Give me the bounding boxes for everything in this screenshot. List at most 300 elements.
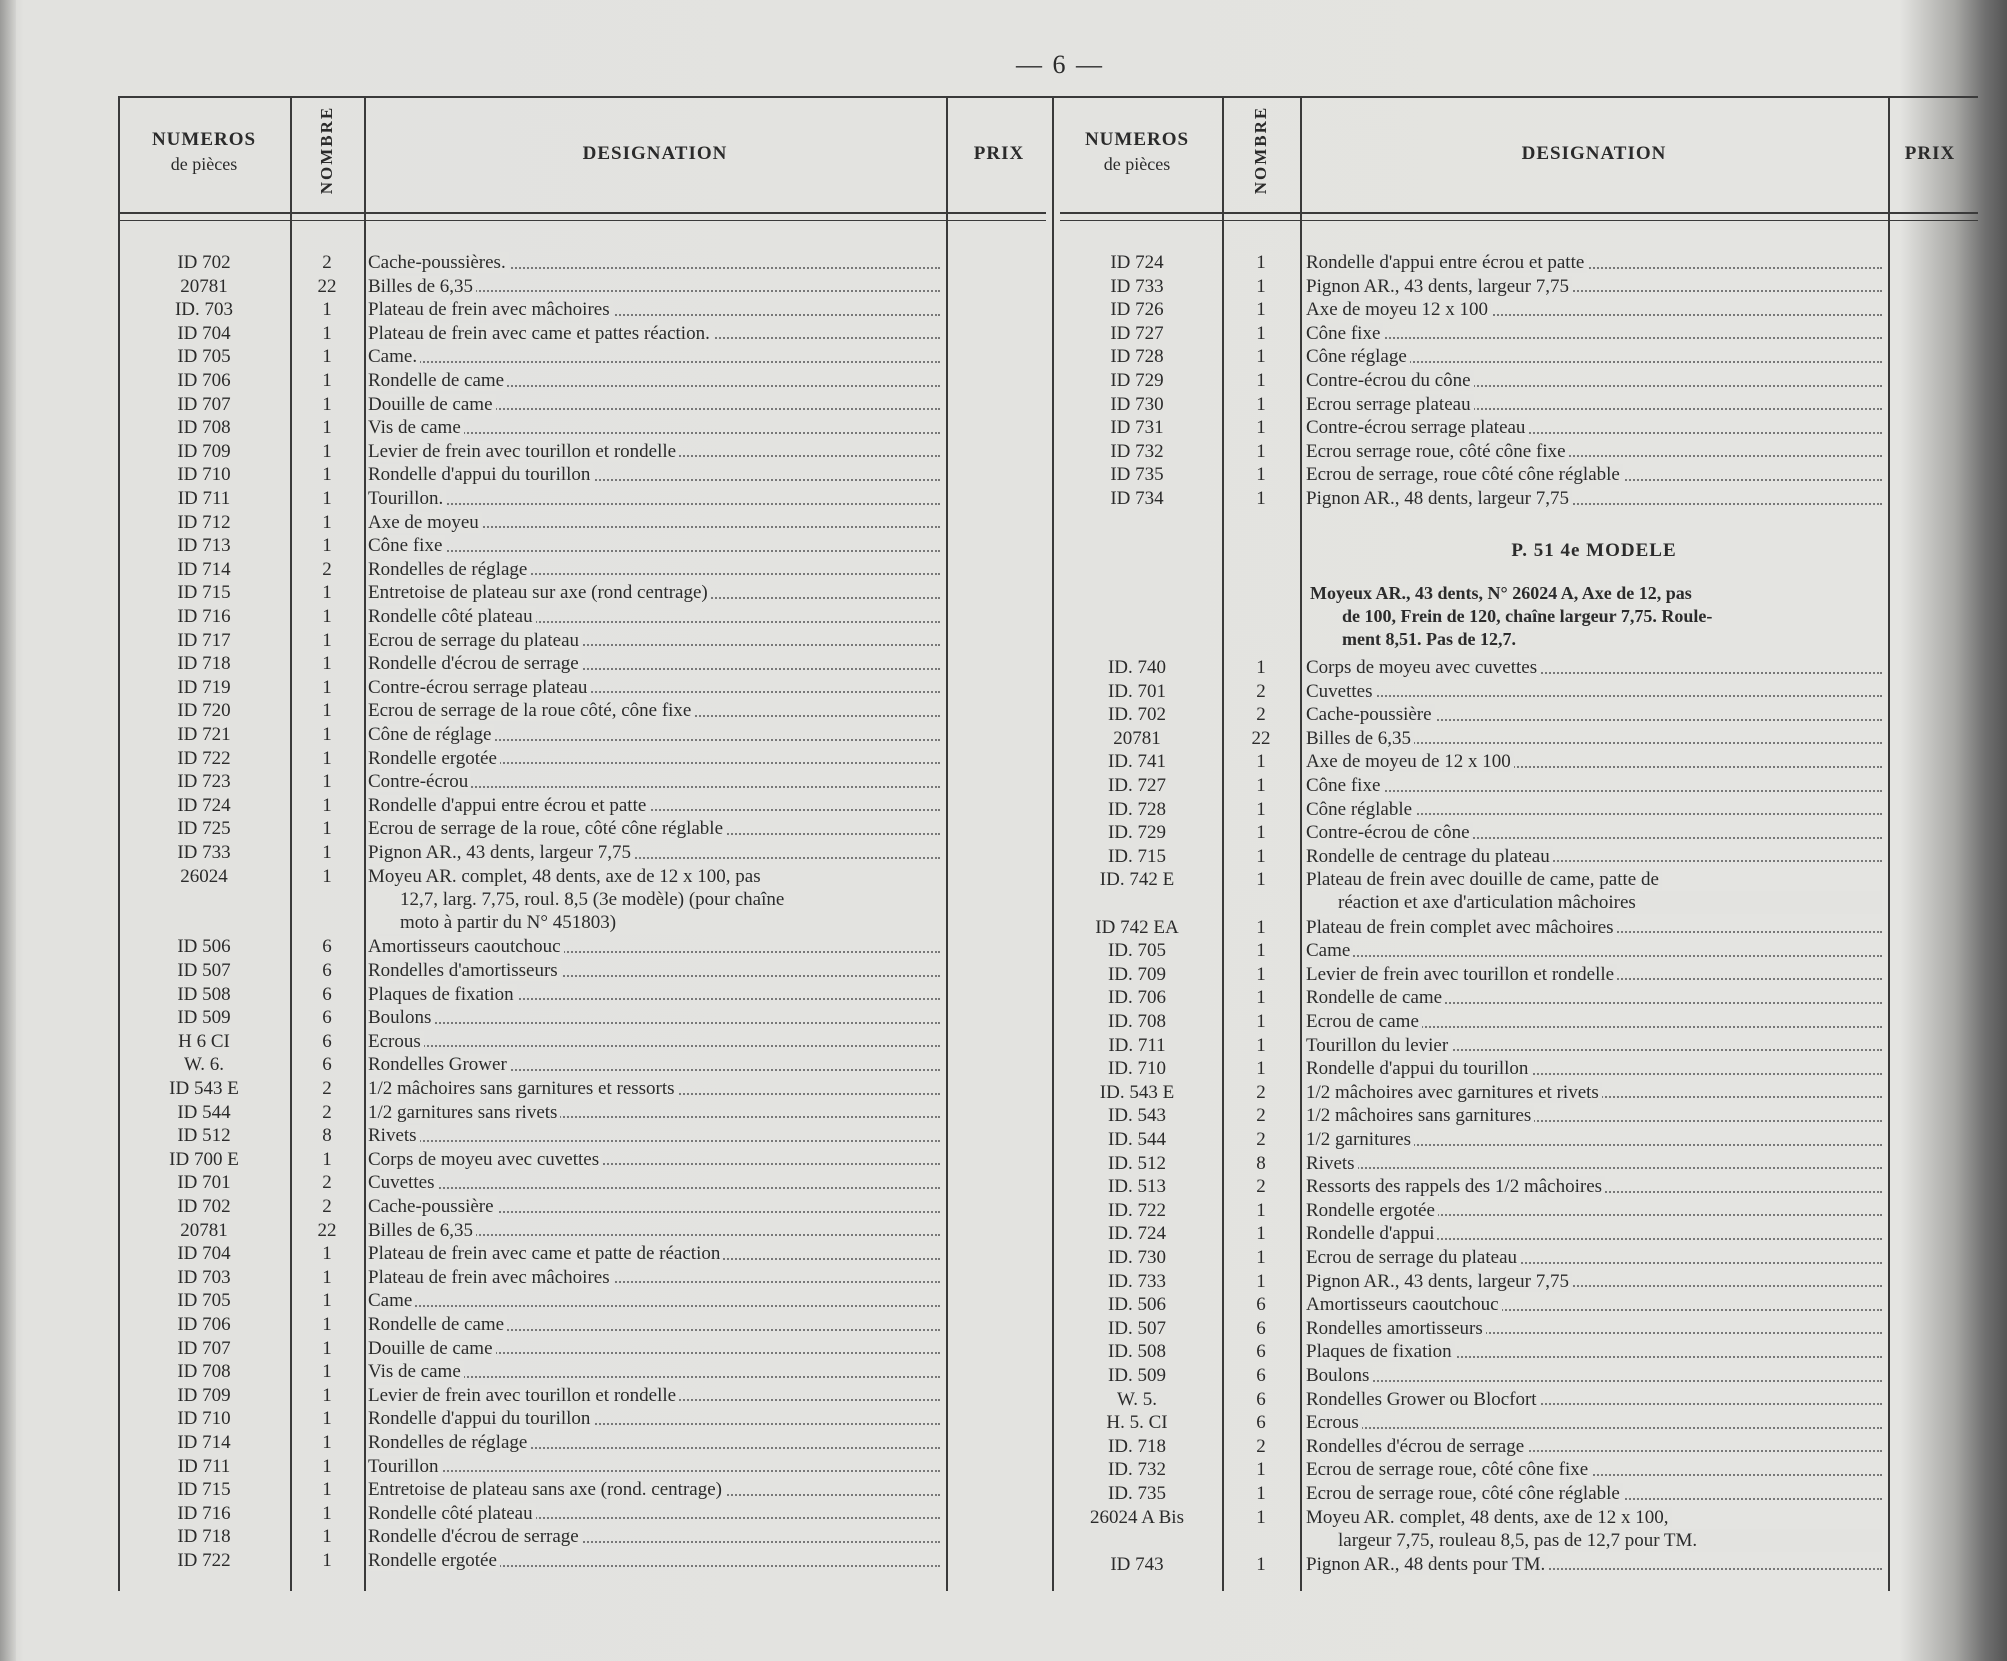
designation-line: Rondelle d'appui du tourillon: [368, 464, 593, 485]
table-row: [0, 1270, 2007, 1294]
part-number: ID. 706: [1107, 987, 1167, 1009]
part-number: ID. 715: [1107, 845, 1167, 867]
part-quantity: 1: [1256, 1459, 1266, 1481]
part-number: ID 706: [177, 1314, 231, 1335]
table-row: [0, 345, 2007, 369]
part-number: 26024 A Bis: [1090, 1506, 1184, 1528]
table-row: [0, 1246, 2007, 1270]
table-row: [0, 1152, 2007, 1176]
part-number: ID. 508: [1107, 1341, 1167, 1363]
part-number: ID 543 E: [169, 1078, 239, 1099]
designation-line: Amortisseurs caoutchouc: [1306, 1294, 1502, 1315]
header-second-rule-left: [118, 220, 1046, 221]
part-designation: [1306, 1010, 1882, 1034]
part-designation: [1306, 774, 1882, 798]
part-quantity: 1: [322, 1290, 332, 1312]
designation-line: Cône réglage: [1306, 346, 1410, 367]
part-number: ID 733: [177, 842, 231, 863]
part-quantity: 1: [322, 1314, 332, 1335]
part-number: ID 711: [177, 488, 231, 509]
designation-line: Boulons: [368, 1007, 434, 1028]
designation-line: Rivets: [368, 1125, 420, 1146]
part-quantity: 1: [322, 818, 332, 840]
part-quantity: 6: [322, 1030, 332, 1052]
part-number: ID. 740: [1107, 657, 1167, 678]
designation-line: Entretoise de plateau sans axe (rond. centrage): [368, 1479, 725, 1500]
part-quantity: 1: [322, 440, 332, 462]
part-quantity: 6: [1256, 1412, 1266, 1434]
part-quantity: 2: [1256, 680, 1266, 702]
part-number: ID 702: [177, 252, 231, 273]
table-top-rule: [118, 96, 1978, 98]
table-row: [0, 798, 2007, 822]
part-quantity: 2: [1256, 1176, 1266, 1198]
part-quantity: 1: [1256, 488, 1266, 509]
designation-line: Rondelle d'appui entre écrou et patte: [1306, 252, 1587, 273]
part-number: ID 729: [1110, 370, 1164, 391]
designation-line: Corps de moyeu avec cuvettes: [368, 1149, 602, 1170]
part-designation: [1306, 1458, 1882, 1482]
part-designation: [1306, 1175, 1882, 1199]
part-quantity: 1: [322, 842, 332, 863]
part-number: ID 743: [1110, 1553, 1164, 1575]
table-row: [0, 1411, 2007, 1435]
part-quantity: 6: [1256, 1317, 1266, 1339]
part-designation: [1306, 1482, 1882, 1506]
designation-line: Contre-écrou de cône: [1306, 822, 1473, 843]
part-quantity: 1: [1256, 963, 1266, 985]
part-number: ID 713: [177, 535, 231, 557]
part-designation: [368, 558, 940, 582]
designation-line: Cône fixe: [1306, 323, 1383, 344]
section-description: Moyeux AR., 43 dents, N° 26024 A, Axe de 12, pas de 100, Frein de 120, chaîne largeur 7,75. Roule- ment 8,51. Pas de 12,7.: [1310, 583, 1713, 649]
designation-line: Ecrou de serrage de la roue côté, cône fixe: [368, 700, 694, 721]
part-number: ID. 729: [1107, 822, 1167, 844]
part-number: ID. 703: [174, 299, 234, 321]
part-number: ID 725: [177, 818, 231, 840]
leader-dots: [1306, 1167, 1882, 1169]
part-quantity: 1: [1256, 417, 1266, 439]
part-quantity: 1: [1256, 1011, 1266, 1032]
part-number: ID. 735: [1107, 1483, 1167, 1504]
header-designation-left: DESIGNATION: [582, 143, 728, 164]
table-row: [0, 1081, 2007, 1105]
header-prix-right: PRIX: [1904, 143, 1956, 164]
designation-line: Cuvettes: [368, 1172, 438, 1193]
designation-line: Tourillon du levier: [1306, 1035, 1451, 1056]
designation-line: Rondelle côté plateau: [368, 1503, 536, 1524]
part-quantity: 8: [322, 1125, 332, 1147]
part-designation: [1306, 1364, 1882, 1388]
designation-continuation: largeur 7,75, rouleau 8,5, pas de 12,7 pour TM.: [1306, 1529, 1882, 1552]
designation-line: Tourillon: [368, 1456, 441, 1477]
part-number: H. 5. CI: [1106, 1412, 1168, 1434]
part-quantity: 1: [322, 676, 332, 698]
designation-line: Axe de moyeu 12 x 100: [1306, 299, 1491, 320]
part-quantity: 1: [322, 653, 332, 675]
part-number: ID 721: [177, 724, 231, 745]
table-row: [0, 916, 2007, 940]
header-prix-left: PRIX: [973, 143, 1025, 164]
part-quantity: 1: [322, 1550, 332, 1571]
part-quantity: 1: [322, 771, 332, 793]
part-quantity: 1: [322, 865, 332, 887]
part-number: W. 5.: [1117, 1388, 1157, 1410]
part-number: ID. 701: [1107, 680, 1167, 702]
table-row: [0, 1010, 2007, 1034]
designation-line: Ecrou de serrage de la roue, côté cône réglable: [368, 818, 726, 839]
part-number: ID. 544: [1107, 1129, 1167, 1150]
part-number: ID 506: [177, 936, 231, 958]
part-quantity: 1: [322, 582, 332, 604]
part-quantity: 1: [1256, 657, 1266, 678]
part-designation: [368, 534, 940, 558]
designation-line: Douille de came: [368, 1338, 496, 1359]
table-row: [0, 986, 2007, 1010]
leader-dots: [368, 550, 940, 552]
section-title: P. 51 4e MODELE: [1511, 540, 1677, 561]
part-designation: [1306, 1222, 1882, 1246]
part-designation: [1306, 369, 1882, 393]
part-designation: [1306, 275, 1882, 299]
leader-dots: [1306, 790, 1882, 792]
designation-line: Rondelle d'appui du tourillon: [1306, 1058, 1531, 1079]
table-row: [0, 322, 2007, 346]
part-quantity: 2: [322, 1078, 332, 1099]
part-designation: [1306, 393, 1882, 417]
part-quantity: 1: [322, 417, 332, 439]
header-bottom-rule-right: [1060, 212, 1978, 214]
part-quantity: 1: [322, 1148, 332, 1170]
part-number: ID 732: [1110, 440, 1164, 462]
part-quantity: 1: [1256, 1199, 1266, 1221]
header-designation-right: DESIGNATION: [1521, 143, 1667, 164]
part-number: ID. 705: [1107, 940, 1167, 962]
table-row: [0, 487, 2007, 511]
part-quantity: 1: [1256, 916, 1266, 938]
table-row: [0, 1034, 2007, 1058]
part-number: ID. 543 E: [1099, 1081, 1175, 1103]
designation-line: Came.: [368, 346, 420, 367]
part-designation: [368, 605, 940, 629]
part-quantity: 1: [322, 488, 332, 509]
part-quantity: 1: [1256, 370, 1266, 391]
part-number: ID. 506: [1107, 1294, 1167, 1316]
part-designation: [1306, 1553, 1882, 1577]
part-designation: [1306, 1199, 1882, 1223]
designation-line: Rondelle ergotée: [368, 748, 500, 769]
designation-line: Ecrou de serrage, roue côté cône réglable: [1306, 464, 1623, 485]
part-number: ID 509: [177, 1007, 231, 1029]
part-quantity: 2: [322, 558, 332, 580]
designation-line: Levier de frein avec tourillon et rondelle: [1306, 964, 1617, 985]
part-number: ID 712: [177, 511, 231, 533]
part-number: ID 705: [177, 346, 231, 368]
designation-line: Came: [368, 1290, 415, 1311]
part-number: ID 544: [177, 1101, 231, 1123]
part-quantity: 1: [322, 1384, 332, 1406]
designation-line: Corps de moyeu avec cuvettes: [1306, 657, 1540, 678]
part-designation: [1306, 821, 1882, 845]
designation-line: Plaques de fixation: [368, 984, 517, 1005]
designation-line: Pignon AR., 43 dents, largeur 7,75: [1306, 1271, 1572, 1292]
part-designation: [1306, 463, 1882, 487]
part-designation: [1306, 1411, 1882, 1435]
part-quantity: 2: [1256, 1435, 1266, 1457]
part-quantity: 2: [322, 1101, 332, 1123]
part-number: ID 722: [177, 1550, 231, 1571]
part-designation: [1306, 1435, 1882, 1459]
part-quantity: 1: [1256, 299, 1266, 321]
part-quantity: 1: [1256, 393, 1266, 415]
part-number: ID 508: [177, 983, 231, 1005]
leader-dots: [1306, 955, 1882, 957]
table-row: [0, 1128, 2007, 1152]
part-designation: [1306, 1034, 1882, 1058]
part-designation: [1306, 1340, 1882, 1364]
leader-dots: [1306, 695, 1882, 697]
table-row: [0, 1458, 2007, 1482]
part-quantity: 22: [1251, 727, 1271, 749]
part-quantity: 1: [1256, 1553, 1266, 1575]
part-quantity: 6: [1256, 1294, 1266, 1316]
table-row: [0, 511, 2007, 535]
part-quantity: 1: [1256, 869, 1266, 891]
designation-line: Rondelle d'écrou de serrage: [368, 653, 582, 674]
designation-line: 1/2 mâchoires avec garnitures et rivets: [1306, 1082, 1602, 1103]
designation-line: Plateau de frein avec came et patte de réaction: [368, 1243, 723, 1264]
part-quantity: 1: [322, 464, 332, 486]
part-designation: [1306, 939, 1882, 963]
part-number: ID 706: [177, 370, 231, 391]
part-designation: [1306, 1317, 1882, 1341]
part-quantity: 1: [322, 1455, 332, 1477]
part-number: ID 724: [177, 794, 231, 816]
part-number: ID 731: [1110, 417, 1164, 439]
part-designation: [1306, 1152, 1882, 1176]
part-quantity: 1: [322, 1266, 332, 1288]
part-number: ID. 733: [1107, 1270, 1167, 1292]
part-number: ID 507: [177, 960, 231, 981]
part-quantity: 1: [322, 629, 332, 651]
designation-line: Amortisseurs caoutchouc: [368, 936, 564, 957]
part-designation: [1306, 1057, 1882, 1081]
part-quantity: 1: [1256, 845, 1266, 867]
designation-line: Rondelles de réglage: [368, 1432, 530, 1453]
part-number: ID. 742 E: [1099, 869, 1175, 891]
designation-line: Ecrou serrage roue, côté cône fixe: [1306, 441, 1569, 462]
part-quantity: 1: [1256, 1058, 1266, 1080]
designation-line: 1/2 garnitures: [1306, 1129, 1414, 1150]
part-number: 20781: [180, 1219, 228, 1241]
table-row: [0, 1175, 2007, 1199]
header-second-rule-right: [1060, 220, 1978, 221]
part-number: ID. 741: [1107, 751, 1167, 773]
table-row: [0, 656, 2007, 680]
part-quantity: 1: [1256, 1223, 1266, 1245]
part-designation: [1306, 656, 1882, 680]
designation-line: Vis de came: [368, 417, 464, 438]
designation-line: Moyeu AR. complet, 48 dents, axe de 12 x 100, pas: [368, 866, 764, 887]
part-quantity: 1: [322, 606, 332, 627]
part-quantity: 1: [322, 1243, 332, 1265]
designation-line: Pignon AR., 48 dents pour TM.: [1306, 1554, 1548, 1575]
part-quantity: 1: [322, 1408, 332, 1430]
part-designation: [1306, 487, 1882, 511]
table-row: [0, 1199, 2007, 1223]
leader-dots: [1306, 1427, 1882, 1429]
part-number: H 6 CI: [178, 1030, 230, 1052]
designation-line: Ecrou de serrage du plateau: [1306, 1247, 1520, 1268]
designation-line: Cache-poussière: [1306, 704, 1435, 725]
part-quantity: 1: [322, 1479, 332, 1501]
designation-line: Rondelle d'appui: [1306, 1223, 1437, 1244]
part-number: ID 742 EA: [1095, 916, 1179, 938]
table-row: [0, 251, 2007, 275]
designation-line: Contre-écrou serrage plateau: [1306, 417, 1528, 438]
table-row: [0, 1057, 2007, 1081]
designation-line: Rivets: [1306, 1153, 1358, 1174]
part-designation: [1306, 963, 1882, 987]
part-number: ID 705: [177, 1290, 231, 1312]
part-number: ID 708: [177, 1361, 231, 1383]
part-number: ID 714: [177, 1432, 231, 1453]
part-number: ID 719: [177, 676, 231, 698]
designation-line: Cuvettes: [1306, 681, 1376, 702]
designation-line: Ecrou de came: [1306, 1011, 1422, 1032]
designation-line: Plateau de frein avec came et pattes réaction.: [368, 323, 713, 344]
part-number: ID 709: [177, 440, 231, 462]
designation-line: Cône fixe: [368, 535, 445, 556]
designation-line: Ecrou de serrage roue, côté cône réglable: [1306, 1483, 1623, 1504]
table-row: [0, 1553, 2007, 1577]
table-row: [0, 463, 2007, 487]
designation-line: Rondelles d'écrou de serrage: [1306, 1436, 1527, 1457]
designation-line: Plateau de frein avec mâchoires: [368, 1267, 613, 1288]
designation-line: Levier de frein avec tourillon et rondelle: [368, 441, 679, 462]
designation-line: Billes de 6,35: [368, 1220, 476, 1241]
part-number: ID. 702: [1107, 704, 1167, 726]
part-number: W. 6.: [184, 1054, 224, 1076]
designation-line: Moyeu AR. complet, 48 dents, axe de 12 x 100,: [1306, 1507, 1672, 1528]
part-quantity: 1: [322, 393, 332, 415]
part-number: ID 718: [177, 653, 231, 675]
designation-line: Pignon AR., 43 dents, largeur 7,75: [1306, 276, 1572, 297]
part-designation: [1306, 750, 1882, 774]
part-quantity: 1: [1256, 1247, 1266, 1268]
part-quantity: 1: [1256, 1034, 1266, 1056]
part-quantity: 22: [317, 275, 337, 297]
part-quantity: 1: [1256, 1270, 1266, 1292]
part-quantity: 1: [322, 511, 332, 533]
part-number: 20781: [180, 275, 228, 297]
table-row: [0, 1482, 2007, 1506]
designation-line: Plateau de frein avec douille de came, patte de: [1306, 869, 1662, 890]
part-designation: [1306, 1104, 1882, 1128]
part-quantity: 1: [1256, 440, 1266, 462]
part-number: ID 720: [177, 700, 231, 722]
part-designation: [1306, 845, 1882, 869]
part-quantity: 6: [322, 960, 332, 981]
designation-line: Ecrous: [368, 1031, 424, 1052]
part-quantity: 1: [1256, 1506, 1266, 1528]
part-designation: [1306, 703, 1882, 727]
designation-line: Rondelle ergotée: [368, 1550, 500, 1571]
part-number: ID 512: [177, 1125, 231, 1147]
leader-dots: [1306, 1380, 1882, 1382]
part-quantity: 8: [1256, 1152, 1266, 1174]
part-quantity: 1: [1256, 775, 1266, 796]
leader-dots: [1306, 337, 1882, 339]
part-quantity: 1: [322, 346, 332, 368]
part-designation: [1306, 680, 1882, 704]
part-number: ID 718: [177, 1526, 231, 1548]
part-designation: [1306, 1506, 1882, 1553]
part-designation: [1306, 798, 1882, 822]
designation-line: Ecrou de serrage roue, côté cône fixe: [1306, 1459, 1591, 1480]
part-number: ID 715: [177, 582, 231, 604]
part-number: ID 704: [177, 322, 231, 344]
part-number: ID 734: [1110, 488, 1164, 509]
part-designation: [1306, 1128, 1882, 1152]
designation-line: Rondelle de centrage du plateau: [1306, 846, 1553, 867]
part-number: ID 727: [1110, 322, 1164, 344]
header-nombre-right: NOMBRE: [1251, 105, 1270, 195]
table-row: [0, 298, 2007, 322]
designation-line: Pignon AR., 43 dents, largeur 7,75: [368, 842, 634, 863]
part-quantity: 1: [1256, 322, 1266, 344]
part-number: ID. 543: [1107, 1105, 1167, 1127]
designation-line: Pignon AR., 48 dents, largeur 7,75: [1306, 488, 1572, 509]
part-number: ID. 507: [1107, 1317, 1167, 1339]
designation-line: Cône de réglage: [368, 724, 494, 745]
part-number: ID 711: [177, 1455, 231, 1477]
part-designation: [1306, 1293, 1882, 1317]
designation-line: Rondelles amortisseurs: [1306, 1318, 1486, 1339]
part-quantity: 1: [322, 700, 332, 722]
table-row: [0, 369, 2007, 393]
designation-line: Axe de moyeu: [368, 512, 482, 533]
table-row: [0, 1104, 2007, 1128]
part-number: ID. 509: [1107, 1365, 1167, 1386]
part-quantity: 1: [1256, 940, 1266, 962]
part-quantity: 1: [322, 322, 332, 344]
part-number: ID 708: [177, 417, 231, 439]
designation-line: Plateau de frein avec mâchoires: [368, 299, 613, 320]
part-designation: [1306, 1270, 1882, 1294]
designation-line: Plateau de frein complet avec mâchoires: [1306, 917, 1617, 938]
part-designation: [1306, 251, 1882, 275]
designation-line: Contre-écrou: [368, 771, 471, 792]
table-row: [0, 680, 2007, 704]
designation-line: Rondelle d'écrou de serrage: [368, 1526, 582, 1547]
table-row: [0, 845, 2007, 869]
part-number: ID 710: [177, 1408, 231, 1430]
part-quantity: 1: [322, 724, 332, 745]
header-bottom-rule-left: [118, 212, 1046, 214]
header-numeros-left: NUMEROS de pièces: [151, 129, 257, 174]
part-quantity: 1: [322, 1361, 332, 1383]
designation-line: Rondelle de came: [1306, 987, 1445, 1008]
table-row: [0, 821, 2007, 845]
table-row: [0, 1340, 2007, 1364]
part-number: ID. 722: [1107, 1199, 1167, 1221]
part-number: ID 704: [177, 1243, 231, 1265]
table-row: [0, 939, 2007, 963]
part-quantity: 2: [1256, 1105, 1266, 1127]
part-number: ID 710: [177, 464, 231, 486]
part-number: ID 717: [177, 629, 231, 651]
